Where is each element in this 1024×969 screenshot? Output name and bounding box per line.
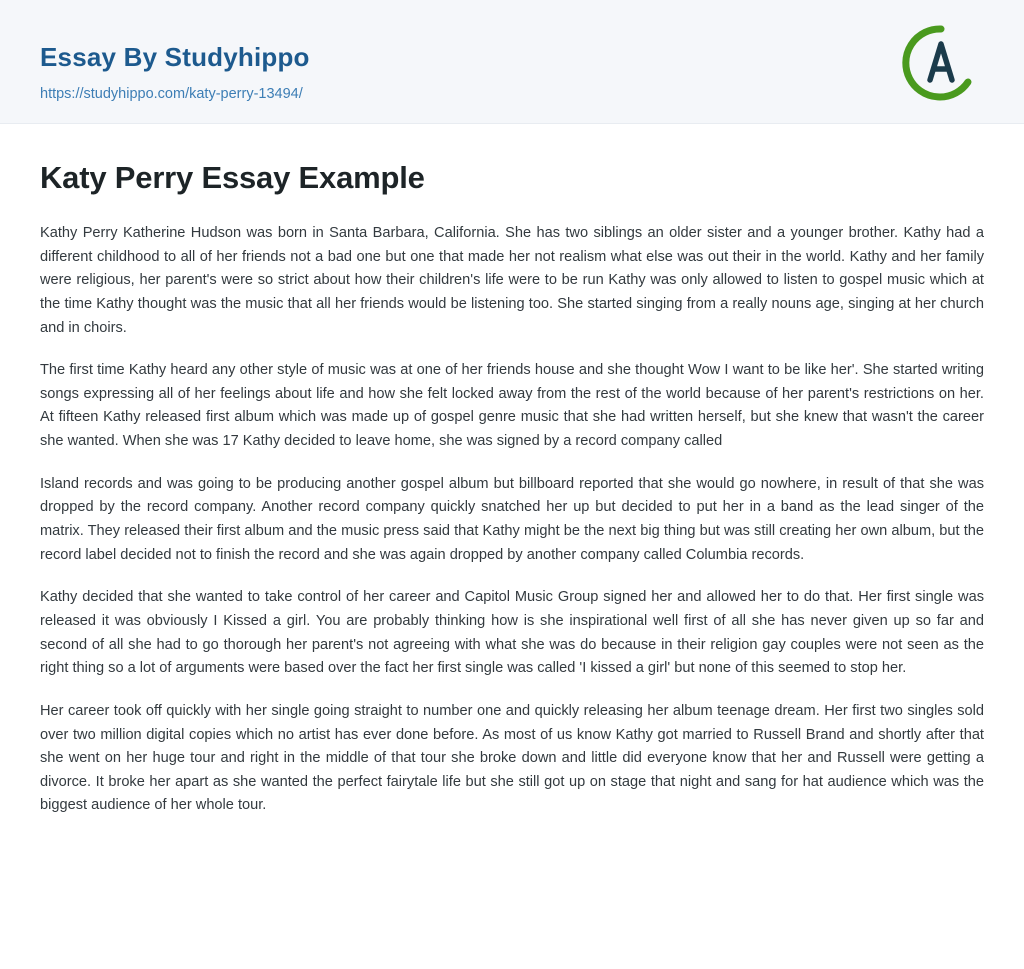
essay-paragraph: Kathy Perry Katherine Hudson was born in Santa Barbara, California. She has two siblings an older sister and a younger brother. Kathy had a different childhood to all of her friends not a bad one but one that made her not realism what else was out their in the world. Kathy and her family were religious, her parent's were so strict about how their children's life were to be run Kathy was only allowed to listen to gospel music which at the time Kathy thought was the music that all her friends would be listening too. She started singing from a really nouns age, singing at her church and in choirs. <box>40 225 984 336</box>
essay-paragraph: Island records and was going to be producing another gospel album but billboard reported that she would go nowhere, in result of that she was dropped by the record company. Another record company quickly snatched her up but decided to put her in a band as the lead singer of the matrix. They released their first album and the music press said that Kathy might be the next big thing but was still creating her own album, but the record label decided not to finish the record and she was again dropped by another company called Columbia records. <box>40 475 984 563</box>
site-brand-title: Essay By Studyhippo <box>40 42 310 72</box>
studyhippo-a-circle-logo-icon <box>900 22 982 104</box>
source-url-link[interactable]: https://studyhippo.com/katy-perry-13494/ <box>40 86 303 102</box>
page-title: Katy Perry Essay Example <box>40 160 425 195</box>
essay-paragraph: Kathy decided that she wanted to take control of her career and Capitol Music Group signed her and allowed her to do that. Her first single was released it was obviously I Kissed a girl. You are probably thinking how is she inspirational well first of all she has never given up so far and second of all she had to go thorough her parent's not agreeing with what she was do because in their religion gay couples were not seen as the right thing so a lot of arguments were based over the fact her first single was called 'I kissed a girl' but none of this seemed to stop her. <box>40 589 984 677</box>
essay-paragraph: The first time Kathy heard any other style of music was at one of her friends house and she thought Wow I want to be like her'. She started writing songs expressing all of her feelings about life and how she felt locked away from the rest of the world because of her parent's restrictions on her. At fifteen Kathy released first album which was made up of gospel genre music that she had written herself, but she knew that wasn't the career she wanted. When she was 17 Kathy decided to leave home, she was signed by a record company called <box>40 362 984 450</box>
essay-paragraph: Her career took off quickly with her single going straight to number one and quickly releasing her album teenage dream. Her first two singles sold over two million digital copies which no artist has ever done before. As most of us know Kathy got married to Russell Brand and shortly after that she went on her huge tour and right in the middle of that tour she broke down and little did everyone know that her and Russell were getting a divorce. It broke her apart as she wanted the perfect fairytale life but she still got up on stage that night and sang for hat audience which was the biggest audience of her whole tour. <box>40 702 984 814</box>
essay-document <box>0 124 1024 848</box>
site-header <box>0 0 1024 124</box>
